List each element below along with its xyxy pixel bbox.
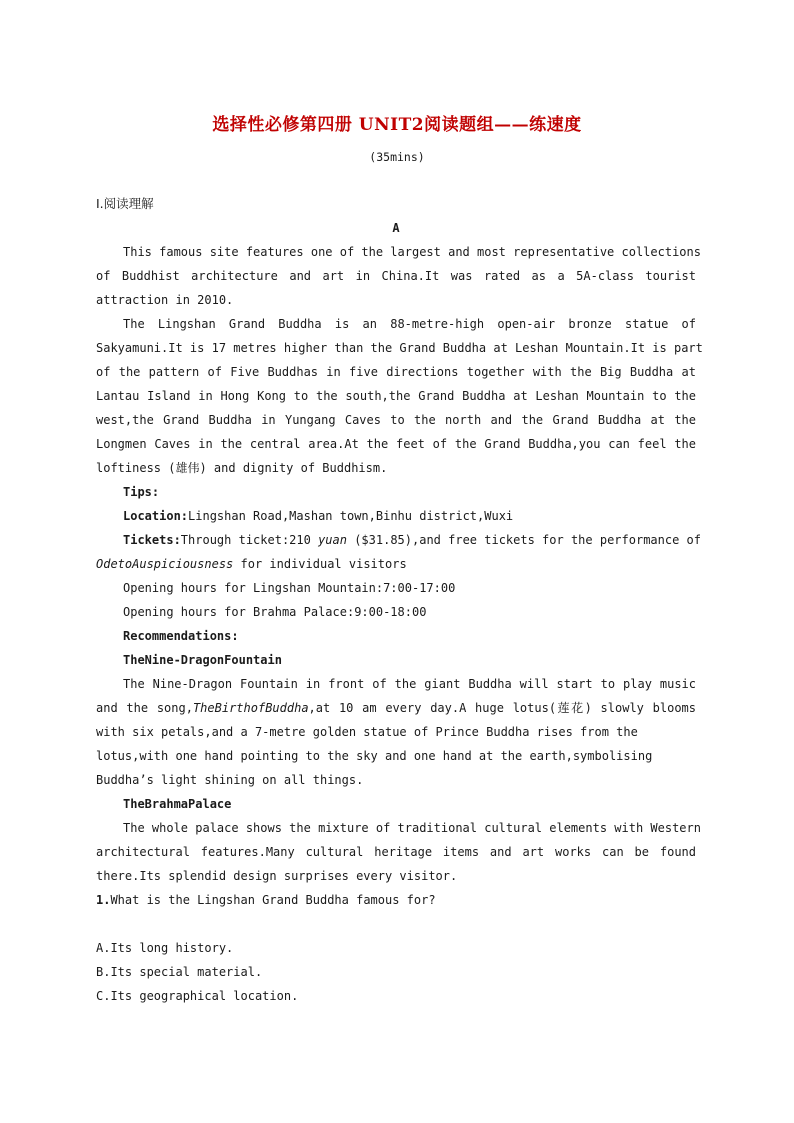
paragraph-line: attraction in 2010. [96, 293, 234, 307]
paragraph-line: loftiness (雄伟) and dignity of Buddhism. [96, 461, 388, 475]
question-stem: What is the Lingshan Grand Buddha famous for? [110, 893, 436, 907]
paragraph-line: Buddha’s light shining on all things. [96, 773, 364, 787]
paragraph-line: Sakyamuni.It is 17 metres higher than the Grand Buddha at Leshan Mountain.It is part [96, 341, 703, 355]
tickets-line-2 [96, 554, 696, 574]
yuan-text: yuan [318, 533, 347, 547]
location-label: Location: [123, 509, 189, 523]
option-c: C.Its geographical location. [96, 989, 299, 1003]
tickets-line [123, 530, 701, 550]
song-rest: ,at 10 am every day.A huge lotus(莲花) slowly blooms [308, 701, 696, 715]
option-b: B.Its special material. [96, 965, 263, 979]
section-heading: Ⅰ.阅读理解 [96, 196, 154, 211]
paragraph-line: Longmen Caves in the central area.At the feet of the Grand Buddha,you can feel the [96, 437, 696, 451]
document-title: 选择性必修第四册 UNIT2阅读题组——练速度 [212, 115, 582, 135]
tickets-value-end: for individual visitors [233, 557, 407, 571]
location-value: Lingshan Road,Mashan town,Binhu district,Wuxi [188, 509, 514, 523]
paragraph-line: of the pattern of Five Buddhas in five directions together with the Big Buddha at [96, 365, 696, 379]
paragraph-line: of Buddhist architecture and art in China.It was rated as a 5A-class tourist [96, 269, 696, 283]
paragraph-line: Lantau Island in Hong Kong to the south,the Grand Buddha at Leshan Mountain to the [96, 389, 696, 403]
tickets-value-cont: ($31.85),and free tickets for the performance of [346, 533, 701, 547]
song-intro: and the song, [96, 701, 193, 715]
palace-heading: TheBrahmaPalace [123, 797, 232, 811]
tickets-value: Through ticket:210 [180, 533, 319, 547]
question-1 [96, 890, 696, 910]
performance-title: OdetoAuspiciousness [96, 557, 234, 571]
paragraph-line: west,the Grand Buddha in Yungang Caves to the north and the Grand Buddha at the [96, 413, 696, 427]
time-limit: (35mins) [369, 150, 425, 164]
paragraph-line: lotus,with one hand pointing to the sky and one hand at the earth,symbolising [96, 749, 653, 763]
fountain-heading: TheNine-DragonFountain [123, 653, 282, 667]
paragraph-line [96, 698, 696, 718]
paragraph-line: The whole palace shows the mixture of traditional cultural elements with Western [123, 821, 701, 835]
song-title: TheBirthofBuddha [192, 701, 309, 715]
option-a: A.Its long history. [96, 941, 234, 955]
paragraph-line: there.Its splendid design surprises every visitor. [96, 869, 458, 883]
paragraph-line: This famous site features one of the largest and most representative collections [123, 245, 701, 259]
paragraph-line: The Lingshan Grand Buddha is an 88-metre-high open-air bronze statue of [123, 317, 696, 331]
hours-palace: Opening hours for Brahma Palace:9:00-18:00 [123, 605, 427, 619]
paragraph-line: The Nine-Dragon Fountain in front of the giant Buddha will start to play music [123, 677, 696, 691]
passage-label: A [392, 221, 400, 235]
paragraph-line: architectural features.Many cultural heritage items and art works can be found [96, 845, 696, 859]
tips-label: Tips: [123, 485, 160, 499]
recommendations-label: Recommendations: [123, 629, 239, 643]
paragraph-line: with six petals,and a 7-metre golden statue of Prince Buddha rises from the [96, 725, 638, 739]
hours-mountain: Opening hours for Lingshan Mountain:7:00-17:00 [123, 581, 456, 595]
location-line [123, 506, 696, 526]
tickets-label: Tickets: [123, 533, 181, 547]
question-number: 1. [96, 893, 111, 907]
